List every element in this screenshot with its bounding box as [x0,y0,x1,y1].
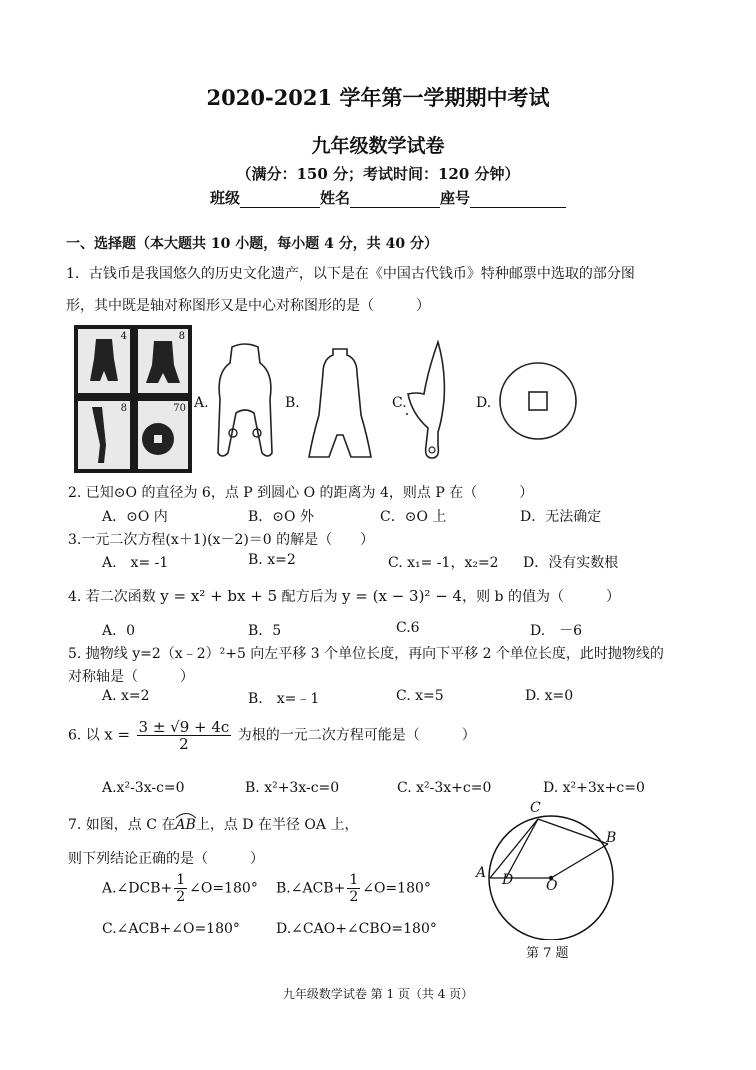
page-footer: 九年级数学试卷 第 1 页（共 4 页） [282,987,474,1001]
stamp-3 [74,397,134,473]
seat-label: 座号 [440,189,471,207]
q4-suffix: ，则 b 的值为（ ） [462,589,620,605]
q1-line1: 1．古钱币是我国悠久的历史文化遗产，以下是在《中国古代钱币》特种邮票中选取的部分图 [66,266,635,282]
class-blank[interactable] [240,193,320,208]
q6-stem [68,719,476,752]
q5-option-c[interactable]: C. x=5 [396,688,444,704]
q1-option-c[interactable]: C. [392,395,407,411]
stamp-value: 4 [120,331,127,342]
q4-option-b[interactable]: B．5 [248,623,282,639]
class-label: 班级 [210,189,241,207]
q7-option-d[interactable]: D.∠CAO+∠CBO=180° [276,921,437,937]
q5-option-d[interactable]: D. x=0 [525,688,574,704]
arc-symbol-icon [175,811,197,819]
q4-eq1: y = x² + bx + 5 [160,587,278,605]
q4-option-a[interactable]: A．0 [102,623,136,639]
knife-coin-outline [404,340,450,464]
q6-numerator: 3 ± √9 + 4c [138,718,230,736]
q4-option-c[interactable]: C.6 [396,620,420,636]
seat-blank[interactable] [470,193,566,208]
q1-option-d[interactable]: D. [476,395,492,411]
q1-option-a[interactable]: A. [194,395,209,411]
spade-coin-outline-a [212,343,278,463]
q3-option-a[interactable]: A. x= -1 [102,555,169,571]
exam-info: （满分：150 分；考试时间：120 分钟） [236,165,520,183]
q3-stem: 3.一元二次方程(x＋1)(x－2)＝0 的解是（ ） [68,532,375,548]
stamp-1 [74,325,134,397]
q7-line1b: 上，点 D 在半径 OA 上， [195,817,359,833]
q2-option-a[interactable]: A．⊙O 内 [102,509,168,525]
q4-prefix: 4. 若二次函数 [68,589,156,605]
spade-coin-outline-b [305,345,375,463]
exam-subtitle: 九年级数学试卷 [311,135,445,157]
q2-option-d[interactable]: D．无法确定 [520,509,602,525]
q4-stem [68,586,620,606]
stamp-2 [134,325,192,397]
q4-mid: 配方后为 [281,589,338,605]
q5-line2: 对称轴是（ ） [68,669,194,685]
q2-option-c[interactable]: C．⊙O 上 [380,509,447,525]
point-d-label: D [502,872,514,888]
q5-option-a[interactable]: A. x=2 [102,688,150,704]
q7-option-b[interactable]: B.∠ACB+ $\frac{1}{2}$ ∠O=180° [276,872,431,905]
round-coin-outline [498,361,578,441]
q5-line1: 5. 抛物线 y=2（x﹣2）²+5 向左平移 3 个单位长度，再向下平移 2 个单位长度，此时抛物线的 [68,646,664,662]
q5-option-b[interactable]: B. x=﹣1 [248,691,320,707]
q6-option-a[interactable]: A.x²-3x-c=0 [102,780,185,796]
q7-line1 [68,814,358,834]
q3-option-c[interactable]: C. x₁= -1，x₂=2 [388,555,499,571]
student-info-row [210,187,566,208]
q6-suffix: 为根的一元二次方程可能是（ ） [237,727,476,744]
stamp-value: 8 [120,403,127,414]
section-heading: 一、选择题（本大题共 10 小题，每小题 4 分，共 40 分） [66,236,438,252]
q7-option-a[interactable]: A.∠DCB+ $\frac{1}{2}$ ∠O=180° [102,872,258,905]
figure-caption: 第 7 题 [526,946,569,961]
q3-option-b[interactable]: B. x=2 [248,552,296,568]
q6-option-d[interactable]: D. x²+3x+c=0 [543,780,645,796]
point-c-label: C [530,800,541,816]
stamp-value: 8 [178,331,185,342]
q7-line1a: 7. 如图，点 C 在 [68,817,176,833]
q6-lhs: x = [104,725,131,744]
q7-arc-ab: AB [175,817,195,833]
q7-circle-figure [470,800,630,940]
q4-option-d[interactable]: D. －6 [530,623,583,639]
point-a-label: A [476,865,487,881]
q3-option-d[interactable]: D．没有实数根 [523,555,619,571]
q7-option-c[interactable]: C.∠ACB+∠O=180° [102,921,240,937]
q4-eq2: y = (x − 3)² − 4 [342,587,463,605]
stamp-value: 70 [173,403,186,414]
q2-option-b[interactable]: B．⊙O 外 [248,509,314,525]
stamp-4 [134,397,192,473]
q6-option-c[interactable]: C. x²-3x+c=0 [397,780,492,796]
q6-option-b[interactable]: B. x²+3x-c=0 [245,780,340,796]
point-b-label: B [606,830,617,846]
exam-title: 2020-2021 学年第一学期期中考试 [206,85,550,110]
q6-denominator: 2 [179,735,189,753]
q7-line2: 则下列结论正确的是（ ） [68,851,264,867]
q1-line2: 形，其中既是轴对称图形又是中心对称图形的是（ ） [66,298,430,314]
q1-option-b[interactable]: B. [285,395,300,411]
q6-fraction [137,719,232,752]
q2-stem: 2. 已知⊙O 的直径为 6，点 P 到圆心 O 的距离为 4，则点 P 在（ ） [68,485,534,501]
q6-prefix: 6. 以 [68,727,100,744]
point-o-label: O [546,878,558,894]
name-label: 姓名 [320,189,351,207]
name-blank[interactable] [350,193,440,208]
